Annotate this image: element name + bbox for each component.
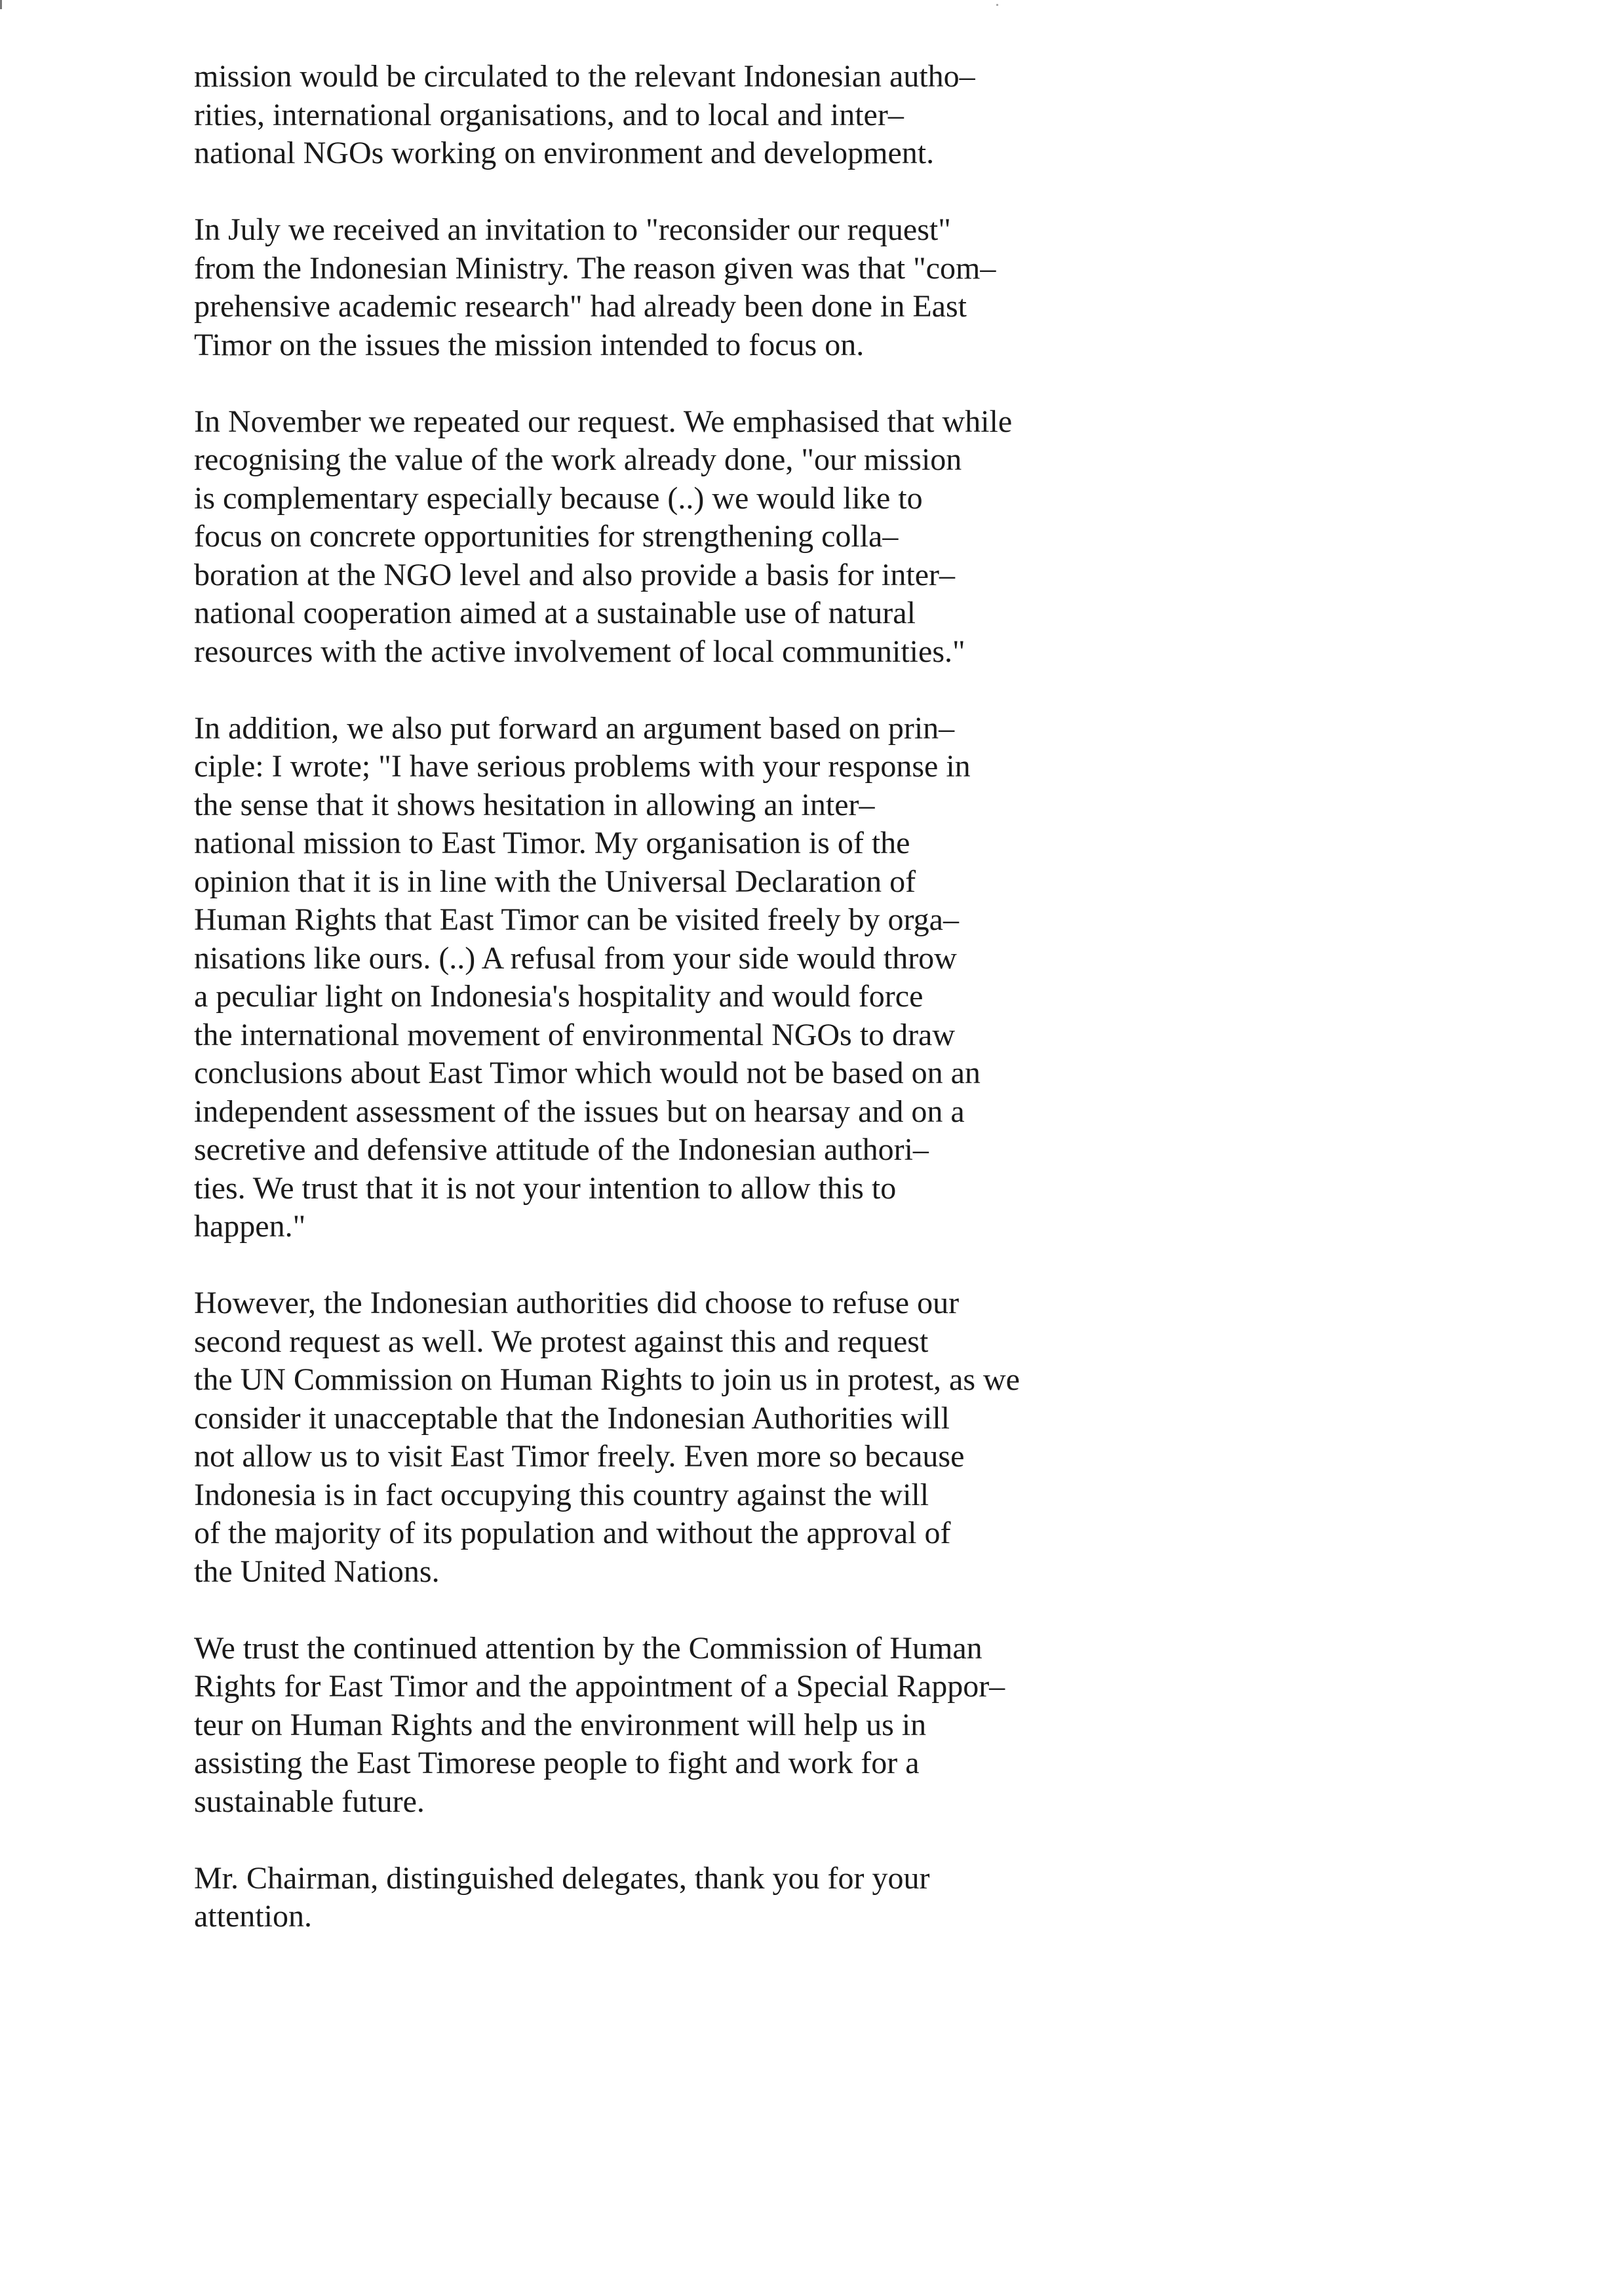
text-line: Timor on the issues the mission intended to focus on.: [194, 327, 865, 362]
text-line: a peculiar light on Indonesia's hospitality and would force: [194, 979, 924, 1014]
text-line: teur on Human Rights and the environment will help us in: [194, 1707, 927, 1742]
text-line: Mr. Chairman, distinguished delegates, thank you for your: [194, 1860, 930, 1896]
text-line: boration at the NGO level and also provide a basis for inter–: [194, 557, 955, 592]
paragraph: [194, 1860, 1151, 1936]
text-line: rities, international organisations, and to local and inter–: [194, 97, 904, 132]
text-line: from the Indonesian Ministry. The reason given was that "com–: [194, 250, 996, 286]
text-line: assisting the East Timorese people to fight and work for a: [194, 1746, 920, 1780]
paragraph: [194, 1284, 1151, 1591]
text-line: resources with the active involvement of local communities.": [194, 634, 965, 669]
text-line: Rights for East Timor and the appointment of a Special Rappor–: [194, 1669, 1005, 1704]
text-line: We trust the continued attention by the Commission of Human: [194, 1630, 983, 1666]
text-line: the international movement of environmental NGOs to draw: [194, 1017, 956, 1052]
text-line: recognising the value of the work already done, "our mission: [194, 442, 962, 477]
text-line: conclusions about East Timor which would not be based on an: [194, 1056, 981, 1090]
text-line: However, the Indonesian authorities did choose to refuse our: [194, 1286, 960, 1320]
text-line: focus on concrete opportunities for strengthening colla–: [194, 519, 899, 554]
text-line: consider it unacceptable that the Indonesian Authorities will: [194, 1400, 950, 1436]
text-line: In July we received an invitation to "reconsider our request": [194, 212, 951, 247]
text-line: ciple: I wrote; "I have serious problems with your response in: [194, 749, 971, 784]
text-line: national mission to East Timor. My organisation is of the: [194, 826, 910, 860]
paragraph: [194, 1630, 1151, 1822]
text-line: ties. We trust that it is not your intention to allow this to: [194, 1170, 897, 1206]
text-line: the sense that it shows hesitation in allowing an inter–: [194, 787, 875, 822]
text-line: independent assessment of the issues but on hearsay and on a: [194, 1094, 965, 1129]
text-line: sustainable future.: [194, 1784, 425, 1819]
body-text: [194, 58, 1151, 1974]
paragraph: [194, 403, 1151, 672]
text-line: the United Nations.: [194, 1554, 440, 1589]
text-line: nisations like ours. (..) A refusal from your side would throw: [194, 940, 957, 976]
paragraph: [194, 58, 1151, 173]
scan-dust-mark: [996, 4, 998, 6]
text-line: not allow us to visit East Timor freely. Even more so because: [194, 1439, 965, 1474]
text-line: Indonesia is in fact occupying this country against the will: [194, 1477, 929, 1512]
text-line: national NGOs working on environment and development.: [194, 136, 935, 170]
text-line: national cooperation aimed at a sustainable use of natural: [194, 596, 916, 630]
scan-edge-mark: [0, 0, 2, 9]
text-line: secretive and defensive attitude of the Indonesian authori–: [194, 1132, 929, 1167]
text-line: In November we repeated our request. We emphasised that while: [194, 404, 1013, 439]
text-line: second request as well. We protest against this and request: [194, 1324, 929, 1359]
text-line: prehensive academic research" had already been done in East: [194, 289, 967, 324]
text-line: is complementary especially because (..) we would like to: [194, 480, 923, 516]
text-line: of the majority of its population and without the approval of: [194, 1516, 951, 1550]
text-line: In addition, we also put forward an argument based on prin–: [194, 710, 955, 746]
text-line: attention.: [194, 1899, 312, 1934]
text-line: the UN Commission on Human Rights to join us in protest, as we: [194, 1362, 1020, 1397]
text-line: mission would be circulated to the relevant Indonesian autho–: [194, 59, 975, 94]
text-line: opinion that it is in line with the Universal Declaration of: [194, 864, 916, 899]
paragraph: [194, 211, 1151, 364]
paragraph: [194, 710, 1151, 1246]
text-line: Human Rights that East Timor can be visited freely by orga–: [194, 902, 959, 937]
text-line: happen.": [194, 1209, 306, 1244]
